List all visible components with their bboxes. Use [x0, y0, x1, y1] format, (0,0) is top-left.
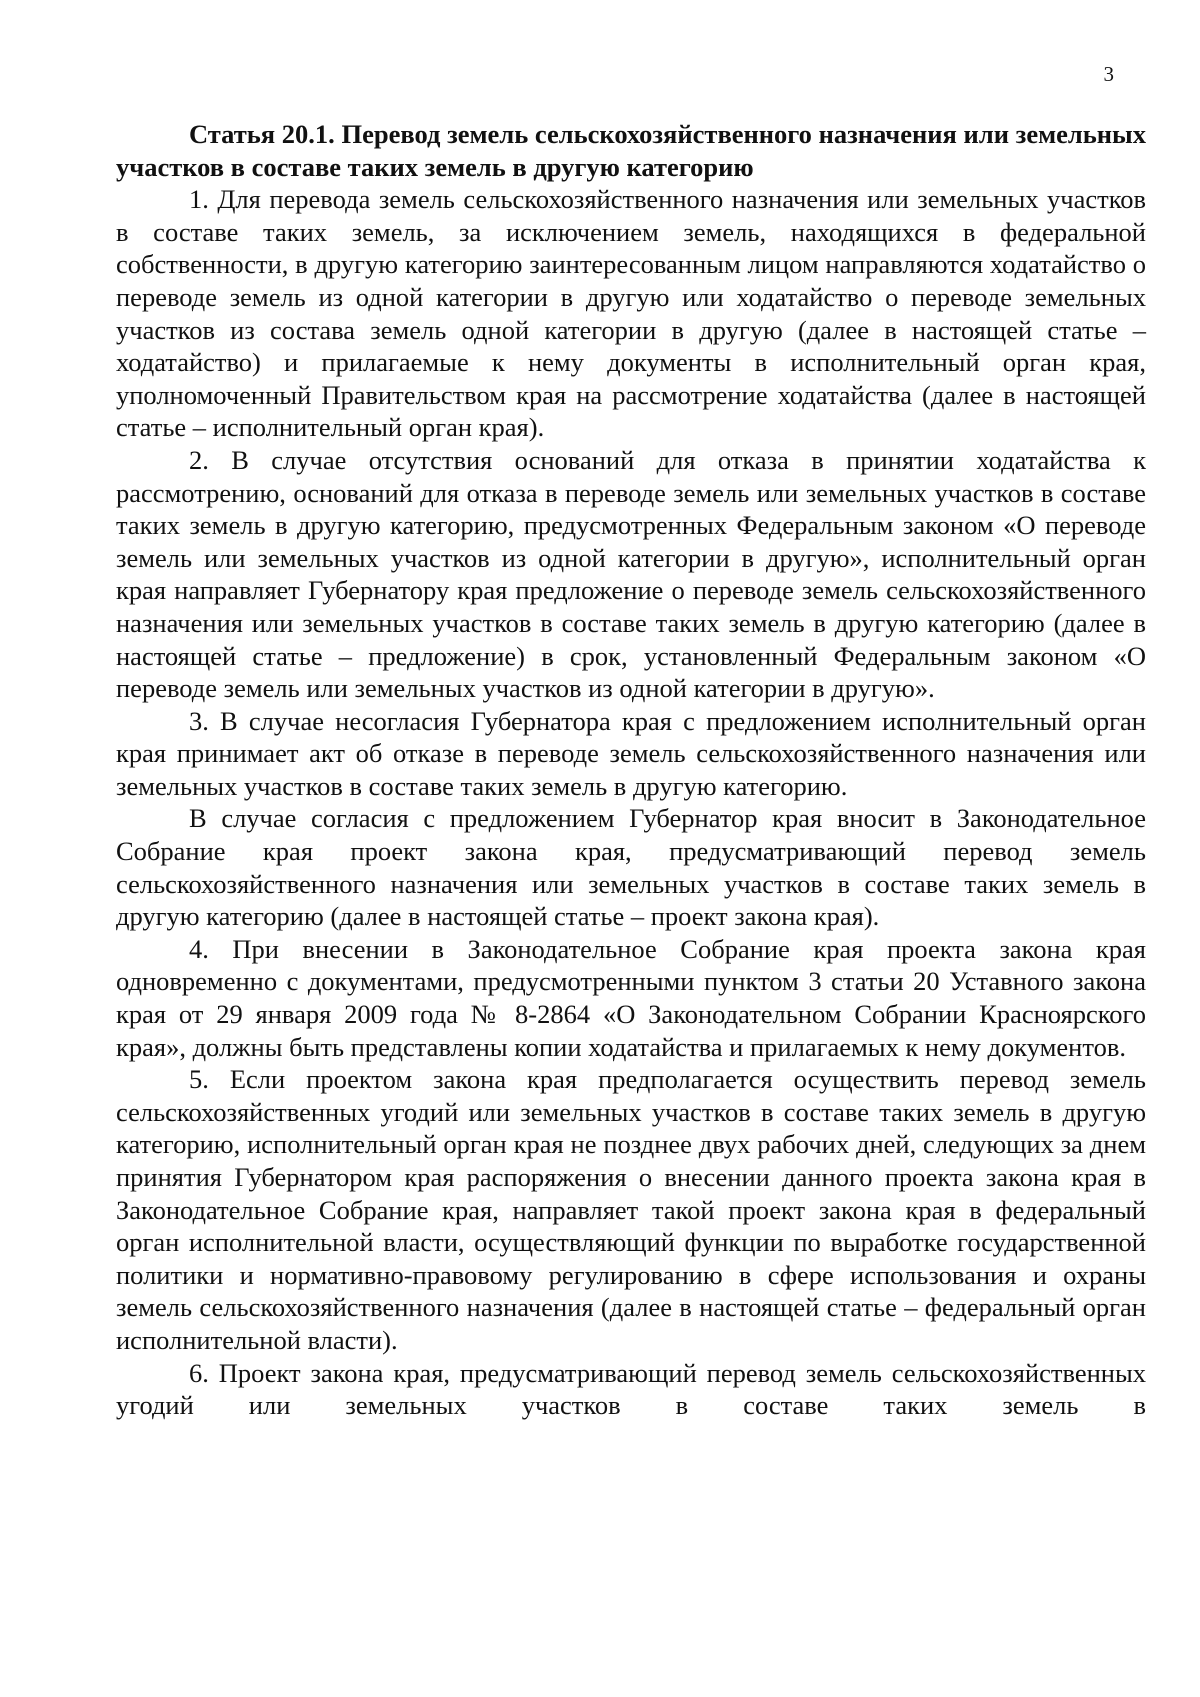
- paragraph-5: 5. Если проектом закона края предполагается осуществить перевод земель сельскохозяйственных угодий или земельных участков в составе таких земель в другую категорию, исполнительный орган края не позднее двух рабочих дней, следующих за днем принятия Губернатором края распоряжения о внесении данного проекта закона края в Законодательное Собрание края, направляет такой проект закона края в федеральный орган исполнительной власти, осуществляющий функции по выработке государственной политики и нормативно-правовому регулированию в сфере использования и охраны земель сельскохозяйственного назначения (далее в настоящей статье – федеральный орган исполнительной власти).: [116, 1064, 1146, 1355]
- paragraph-3-continuation: В случае согласия с предложением Губернатор края вносит в Законодательное Собрание края проект закона края, предусматривающий перевод земель сельскохозяйственного назначения или земельных участков в составе таких земель в другую категорию (далее в настоящей статье – проект закона края).: [116, 803, 1146, 932]
- paragraph-4: 4. При внесении в Законодательное Собрание края проекта закона края одновременно с документами, предусмотренными пунктом 3 статьи 20 Уставного закона края от 29 января 2009 года № 8-2864 «О Законодательном Собрании Красноярского края», должны быть представлены копии ходатайства и прилагаемых к нему документов.: [116, 933, 1146, 1062]
- paragraph-2: 2. В случае отсутствия оснований для отказа в принятии ходатайства к рассмотрению, оснований для отказа в переводе земель или земельных участков в составе таких земель в другую категорию, предусмотренных Федеральным законом «О переводе земель или земельных участков из одной категории в другую», исполнительный орган края направляет Губернатору края предложение о переводе земель сельскохозяйственного назначения или земельных участков в составе таких земель в другую категорию (далее в настоящей статье – предложение) в срок, установленный Федеральным законом «О переводе земель или земельных участков из одной категории в другую».: [116, 444, 1146, 704]
- article-body: [116, 118, 1146, 1422]
- page-number: 3: [1103, 62, 1114, 86]
- paragraph-6: 6. Проект закона края, предусматривающий перевод земель сельскохозяйственных угодий или земельных участков в составе таких земель в: [116, 1357, 1146, 1421]
- paragraph-3: 3. В случае несогласия Губернатора края с предложением исполнительный орган края принимает акт об отказе в переводе земель сельскохозяйственного назначения или земельных участков в составе таких земель в другую категорию.: [116, 705, 1146, 801]
- article-heading: Статья 20.1. Перевод земель сельскохозяйственного назначения или земельных участков в составе таких земель в другую категорию: [116, 119, 1146, 182]
- paragraph-1: 1. Для перевода земель сельскохозяйственного назначения или земельных участков в составе таких земель, за исключением земель, находящихся в федеральной собственности, в другую категорию заинтересованным лицом направляются ходатайство о переводе земель из одной категории в другую или ходатайство о переводе земельных участков из состава земель одной категории в другую (далее в настоящей статье – ходатайство) и прилагаемые к нему документы в исполнительный орган края, уполномоченный Правительством края на рассмотрение ходатайства (далее в настоящей статье – исполнительный орган края).: [116, 184, 1146, 443]
